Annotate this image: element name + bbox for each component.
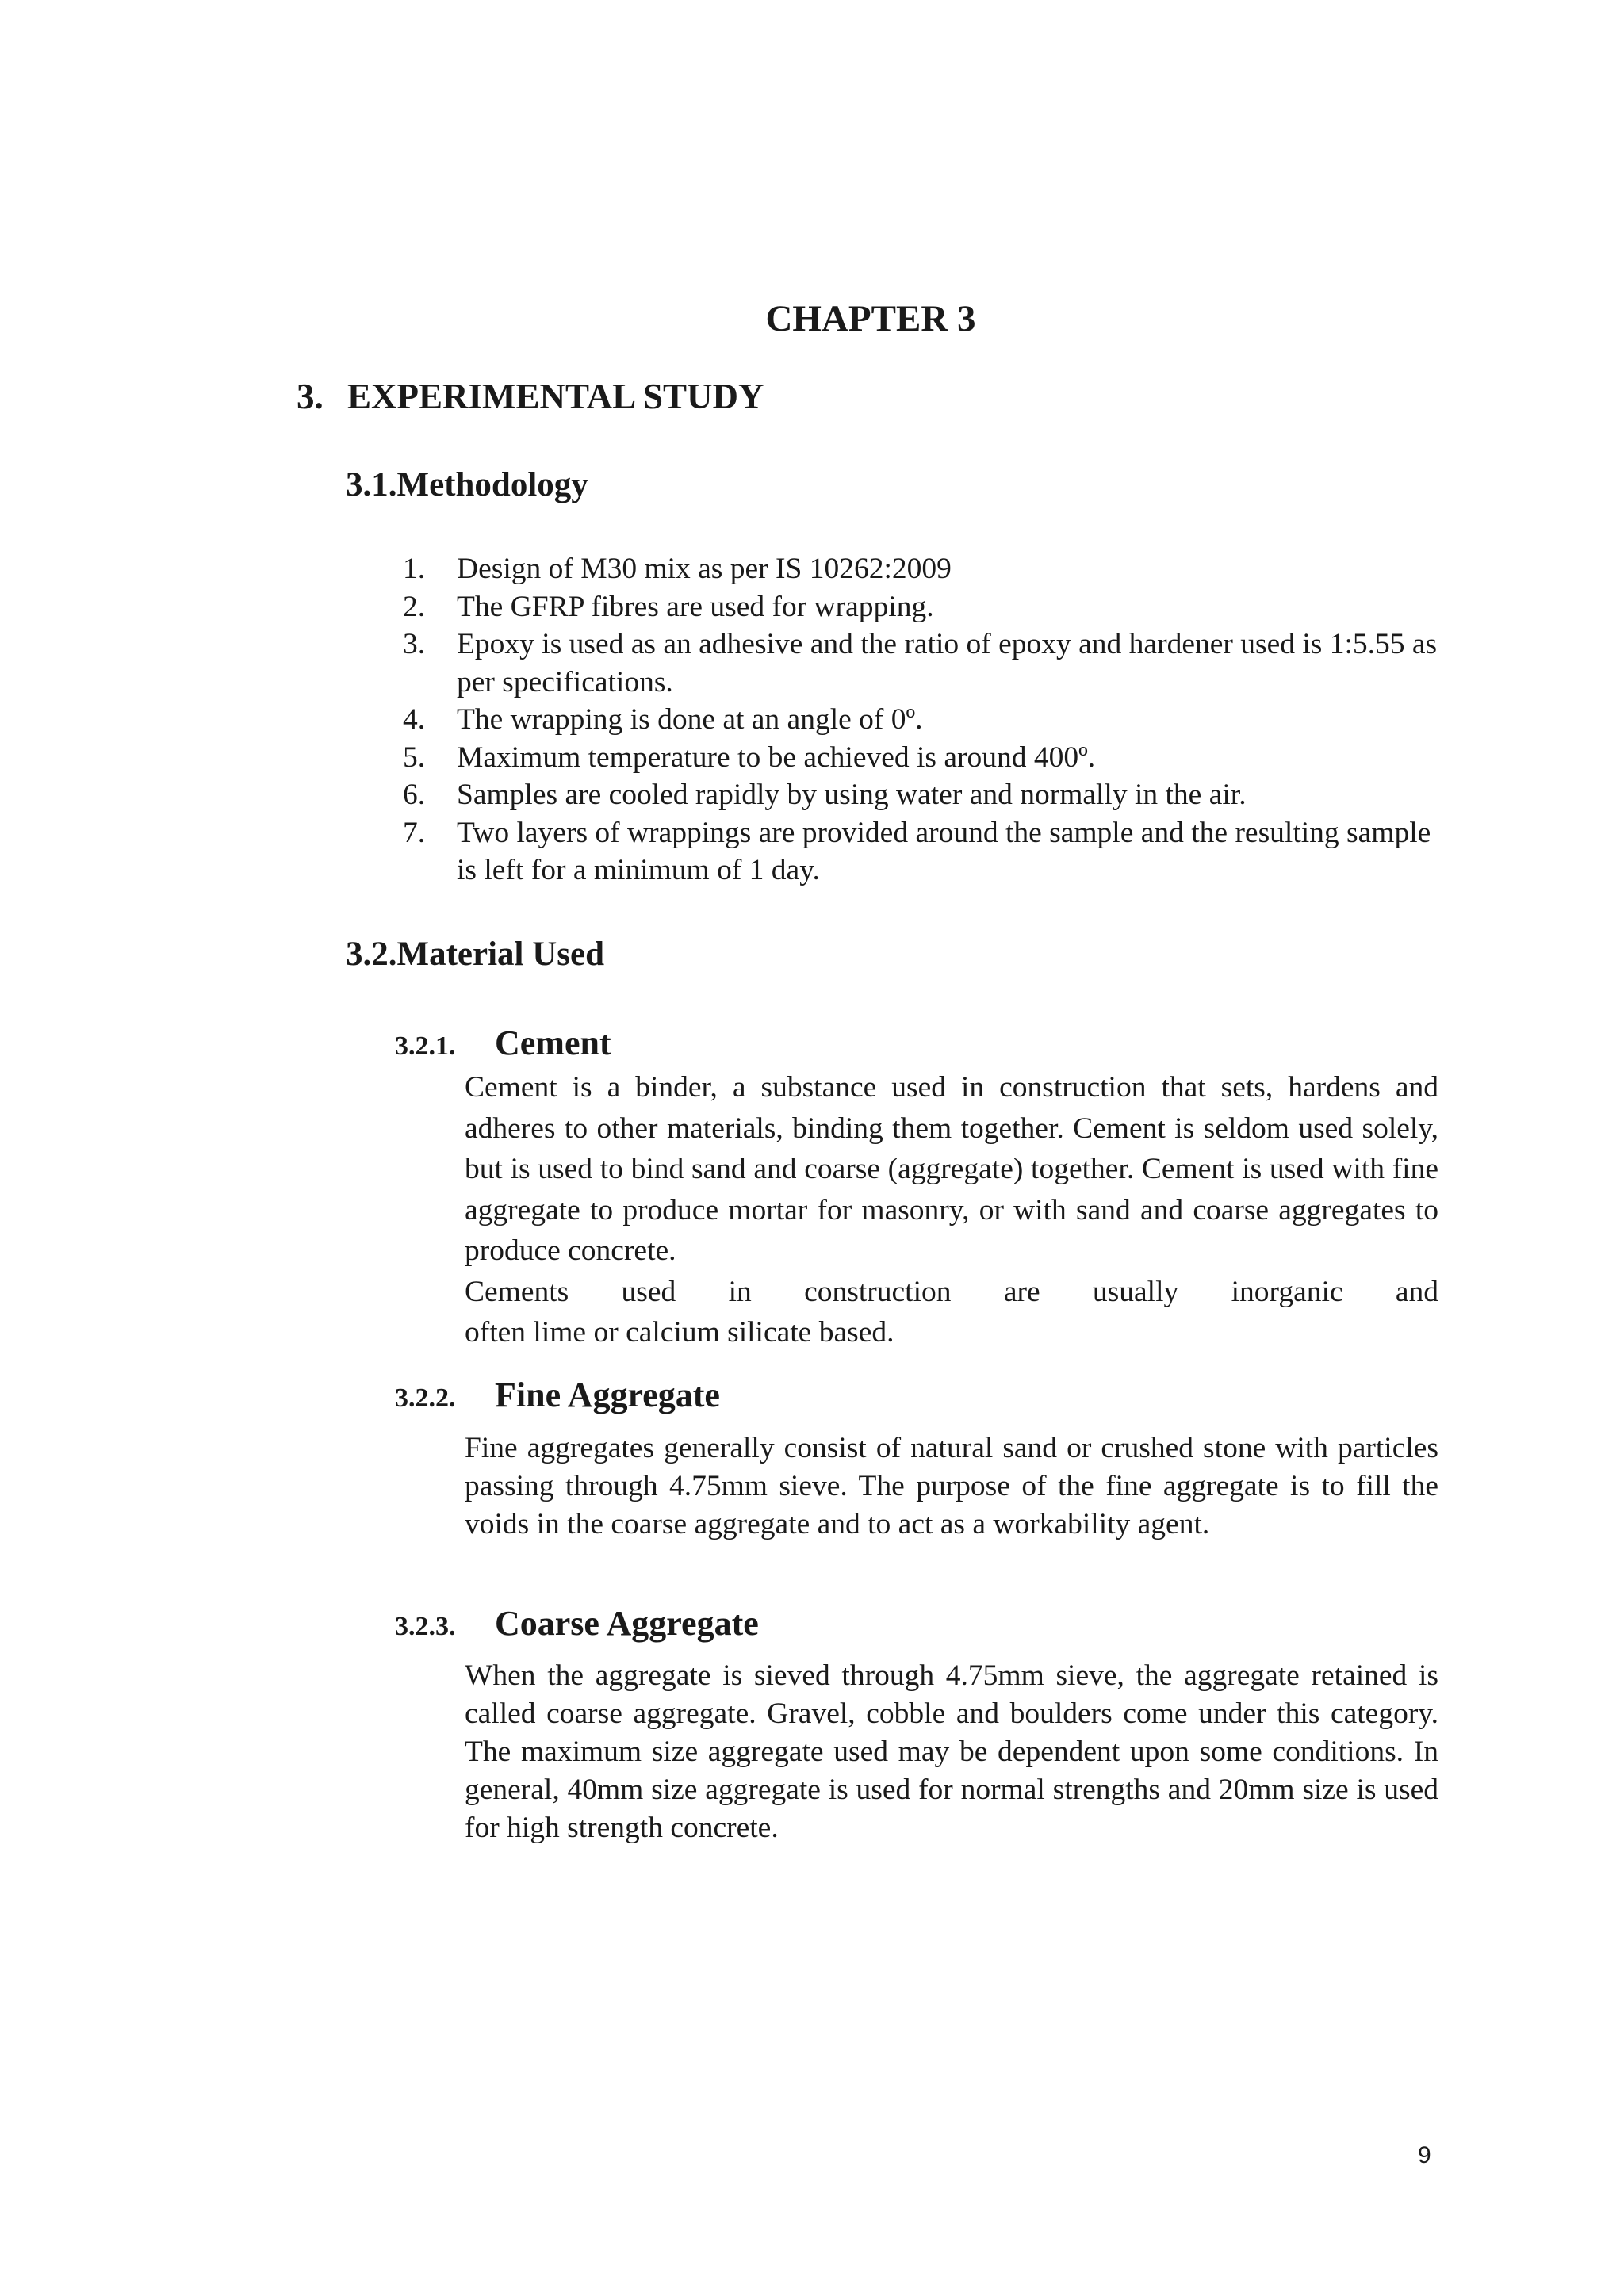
section-number: 3. bbox=[297, 377, 324, 416]
section-title: EXPERIMENTAL STUDY bbox=[347, 377, 764, 416]
list-item bbox=[395, 739, 1438, 777]
list-number: 5. bbox=[403, 740, 426, 774]
fine-aggregate-heading bbox=[395, 1375, 720, 1415]
fine-aggregate-title: Fine Aggregate bbox=[495, 1376, 720, 1414]
page-number: 9 bbox=[1418, 2142, 1431, 2168]
cement-paragraph-2-line-2: often lime or calcium silicate based. bbox=[465, 1316, 894, 1349]
cement-paragraph-2-line-1: Cements used in construction are usually inorganic and bbox=[465, 1275, 1438, 1308]
chapter-title: CHAPTER 3 bbox=[765, 298, 976, 339]
list-item bbox=[395, 776, 1438, 814]
list-text: Design of M30 mix as per IS 10262:2009 bbox=[457, 553, 952, 585]
list-item bbox=[395, 626, 1438, 701]
fine-aggregate-number: 3.2.2. bbox=[395, 1383, 456, 1413]
list-item bbox=[395, 588, 1438, 626]
list-number: 4. bbox=[403, 703, 426, 736]
coarse-aggregate-text bbox=[465, 1657, 1438, 1847]
coarse-aggregate-paragraph: When the aggregate is sieved through 4.75mm sieve, the aggregate retained is called coarse aggregate. Gravel, cobble and boulders come under this category. The maximum size aggregate used may be dependent upon some conditions. In general, 40mm size aggregate is used for normal strengths and 20mm size is used for high strength concrete. bbox=[465, 1659, 1438, 1844]
list-text: Maximum temperature to be achieved is around 400º. bbox=[457, 740, 1096, 774]
list-text: Two layers of wrappings are provided around the sample and the resulting sample is left for a minimum of 1 day. bbox=[457, 816, 1431, 886]
list-item bbox=[395, 814, 1438, 890]
list-item bbox=[395, 550, 1438, 588]
fine-aggregate-paragraph: Fine aggregates generally consist of natural sand or crushed stone with particles passing through 4.75mm sieve. The purpose of the fine aggregate is to fill the voids in the coarse aggregate and to act as a workability agent. bbox=[465, 1432, 1438, 1540]
material-heading: 3.2.Material Used bbox=[346, 936, 605, 973]
list-text: The wrapping is done at an angle of 0º. bbox=[457, 703, 923, 736]
coarse-aggregate-number: 3.2.3. bbox=[395, 1612, 456, 1641]
coarse-aggregate-title: Coarse Aggregate bbox=[495, 1604, 759, 1643]
cement-title: Cement bbox=[495, 1024, 611, 1062]
list-number: 7. bbox=[403, 816, 426, 849]
cement-paragraph: Cement is a binder, a substance used in construction that sets, hardens and adheres to other materials, binding them together. Cement is seldom used solely, but is used to bind sand and coarse (aggregate) together. Cement is used with fine aggregate to produce mortar for masonry, or with sand and coarse aggregates to produce concrete. bbox=[465, 1071, 1438, 1267]
list-number: 6. bbox=[403, 779, 426, 811]
list-number: 3. bbox=[403, 628, 426, 660]
methodology-heading: 3.1.Methodology bbox=[346, 466, 588, 503]
list-number: 1. bbox=[403, 553, 426, 585]
methodology-list bbox=[395, 550, 1438, 890]
section-heading bbox=[297, 374, 764, 419]
list-text: Epoxy is used as an adhesive and the ratio of epoxy and hardener used is 1:5.55 as per specifications. bbox=[457, 628, 1438, 698]
list-number: 2. bbox=[403, 590, 426, 623]
cement-heading bbox=[395, 1023, 611, 1063]
list-text: The GFRP fibres are used for wrapping. bbox=[457, 590, 934, 623]
list-item bbox=[395, 701, 1438, 739]
cement-number: 3.2.1. bbox=[395, 1031, 456, 1061]
cement-text bbox=[465, 1067, 1438, 1353]
coarse-aggregate-heading bbox=[395, 1603, 759, 1644]
fine-aggregate-text bbox=[465, 1429, 1438, 1544]
list-text: Samples are cooled rapidly by using water and normally in the air. bbox=[457, 779, 1247, 811]
